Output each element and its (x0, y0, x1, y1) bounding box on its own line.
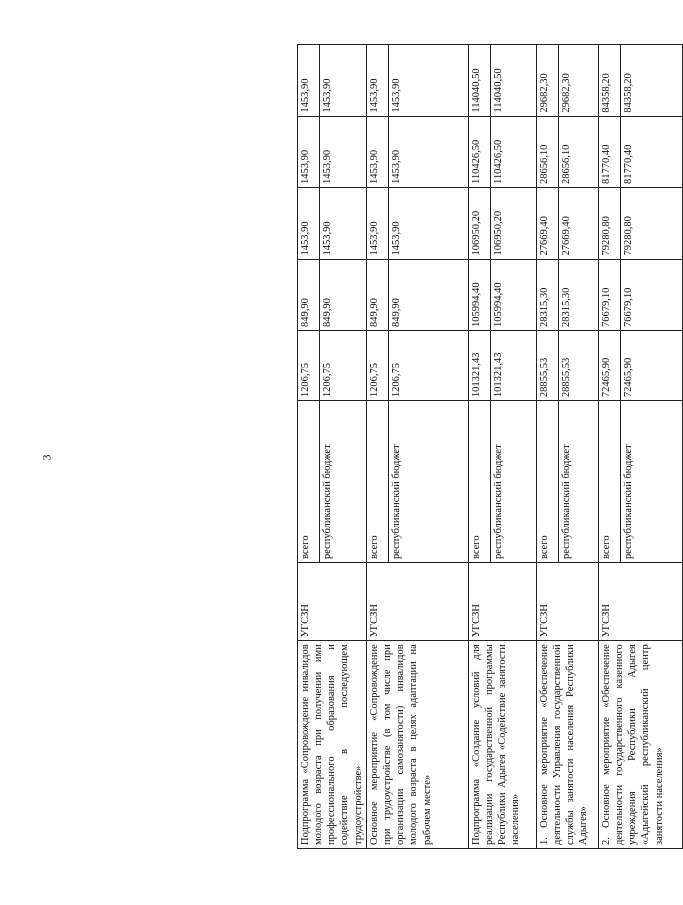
table-row (298, 45, 320, 849)
funding-source-cell: республиканский бюджет (491, 401, 537, 563)
amount-cell: 72465,90 (621, 331, 683, 401)
table-row (367, 45, 389, 849)
amount-cell: 79280,80 (599, 188, 621, 259)
amount-cell: 105994,40 (469, 259, 491, 330)
amount-cell: 28656,10 (559, 116, 599, 187)
table-row (469, 45, 491, 849)
amount-cell: 1453,90 (389, 45, 469, 117)
amount-cell: 79280,80 (621, 188, 683, 259)
rotated-table-wrapper (297, 44, 665, 849)
amount-cell: 1453,90 (298, 45, 320, 117)
amount-cell: 1453,90 (298, 188, 320, 259)
amount-cell: 1206,75 (367, 331, 389, 401)
funding-source-cell: всего (537, 401, 559, 563)
amount-cell: 29682,30 (559, 45, 599, 117)
amount-cell: 76679,10 (621, 259, 683, 330)
amount-cell: 849,90 (298, 259, 320, 330)
amount-cell: 106950,20 (469, 188, 491, 259)
executor-cell: УГСЗН (298, 563, 367, 641)
amount-cell: 849,90 (389, 259, 469, 330)
amount-cell: 1453,90 (367, 188, 389, 259)
table-row (599, 45, 621, 849)
amount-cell: 28855,53 (559, 331, 599, 401)
amount-cell: 1206,75 (389, 331, 469, 401)
amount-cell: 1206,75 (320, 331, 367, 401)
amount-cell: 27669,40 (537, 188, 559, 259)
amount-cell: 110426,50 (469, 116, 491, 187)
amount-cell: 114040,50 (491, 45, 537, 117)
amount-cell: 1453,90 (298, 116, 320, 187)
budget-table (297, 44, 683, 849)
amount-cell: 1453,90 (389, 116, 469, 187)
amount-cell: 1453,90 (367, 116, 389, 187)
amount-cell: 1453,90 (389, 188, 469, 259)
funding-source-cell: республиканский бюджет (389, 401, 469, 563)
amount-cell: 105994,40 (491, 259, 537, 330)
executor-cell: УГСЗН (469, 563, 537, 641)
amount-cell: 81770,40 (599, 116, 621, 187)
amount-cell: 1453,90 (320, 188, 367, 259)
executor-cell: УГСЗН (367, 563, 469, 641)
amount-cell: 101321,43 (491, 331, 537, 401)
amount-cell: 29682,30 (537, 45, 559, 117)
program-name-cell: 2. Основное мероприятие «Обеспечение деятельности государственного казенного учреждения Республики Адыгея «Адыгейский республиканский центр занятости населения» (599, 641, 683, 849)
amount-cell: 81770,40 (621, 116, 683, 187)
program-name-cell: Основное мероприятие «Сопровождение при трудоустройстве (в том числе при организации самозанятости) инвалидов молодого возраста в целях адаптации на рабочем месте» (367, 641, 469, 849)
amount-cell: 1453,90 (367, 45, 389, 117)
funding-source-cell: всего (469, 401, 491, 563)
page-number: 3 (39, 454, 54, 461)
program-name-cell: Подпрограмма «Создание условий для реализации государственной программы Республики Адыгея «Содействие занятости населения» (469, 641, 537, 849)
amount-cell: 106950,20 (491, 188, 537, 259)
program-name-cell: 1. Основное мероприятие «Обеспечение деятельности Управления государственной службы занятости населения Республики Адыгея» (537, 641, 599, 849)
amount-cell: 27669,40 (559, 188, 599, 259)
amount-cell: 28656,10 (537, 116, 559, 187)
funding-source-cell: республиканский бюджет (621, 401, 683, 563)
funding-source-cell: всего (599, 401, 621, 563)
amount-cell: 84358,20 (621, 45, 683, 117)
table-row (537, 45, 559, 849)
amount-cell: 1453,90 (320, 116, 367, 187)
amount-cell: 110426,50 (491, 116, 537, 187)
amount-cell: 84358,20 (599, 45, 621, 117)
amount-cell: 28315,30 (537, 259, 559, 330)
amount-cell: 28315,30 (559, 259, 599, 330)
amount-cell: 849,90 (320, 259, 367, 330)
funding-source-cell: республиканский бюджет (320, 401, 367, 563)
amount-cell: 114040,50 (469, 45, 491, 117)
table-body (298, 45, 683, 849)
amount-cell: 1453,90 (320, 45, 367, 117)
amount-cell: 849,90 (367, 259, 389, 330)
amount-cell: 28855,53 (537, 331, 559, 401)
executor-cell: УГСЗН (599, 563, 683, 641)
funding-source-cell: всего (298, 401, 320, 563)
amount-cell: 76679,10 (599, 259, 621, 330)
amount-cell: 101321,43 (469, 331, 491, 401)
program-name-cell: Подпрограмма «Сопровождение инвалидов молодого возраста при получении ими профессионального образования и содействие в последующем трудоустройстве» (298, 641, 367, 849)
amount-cell: 1206,75 (298, 331, 320, 401)
funding-source-cell: республиканский бюджет (559, 401, 599, 563)
funding-source-cell: всего (367, 401, 389, 563)
amount-cell: 72465,90 (599, 331, 621, 401)
executor-cell: УГСЗН (537, 563, 599, 641)
